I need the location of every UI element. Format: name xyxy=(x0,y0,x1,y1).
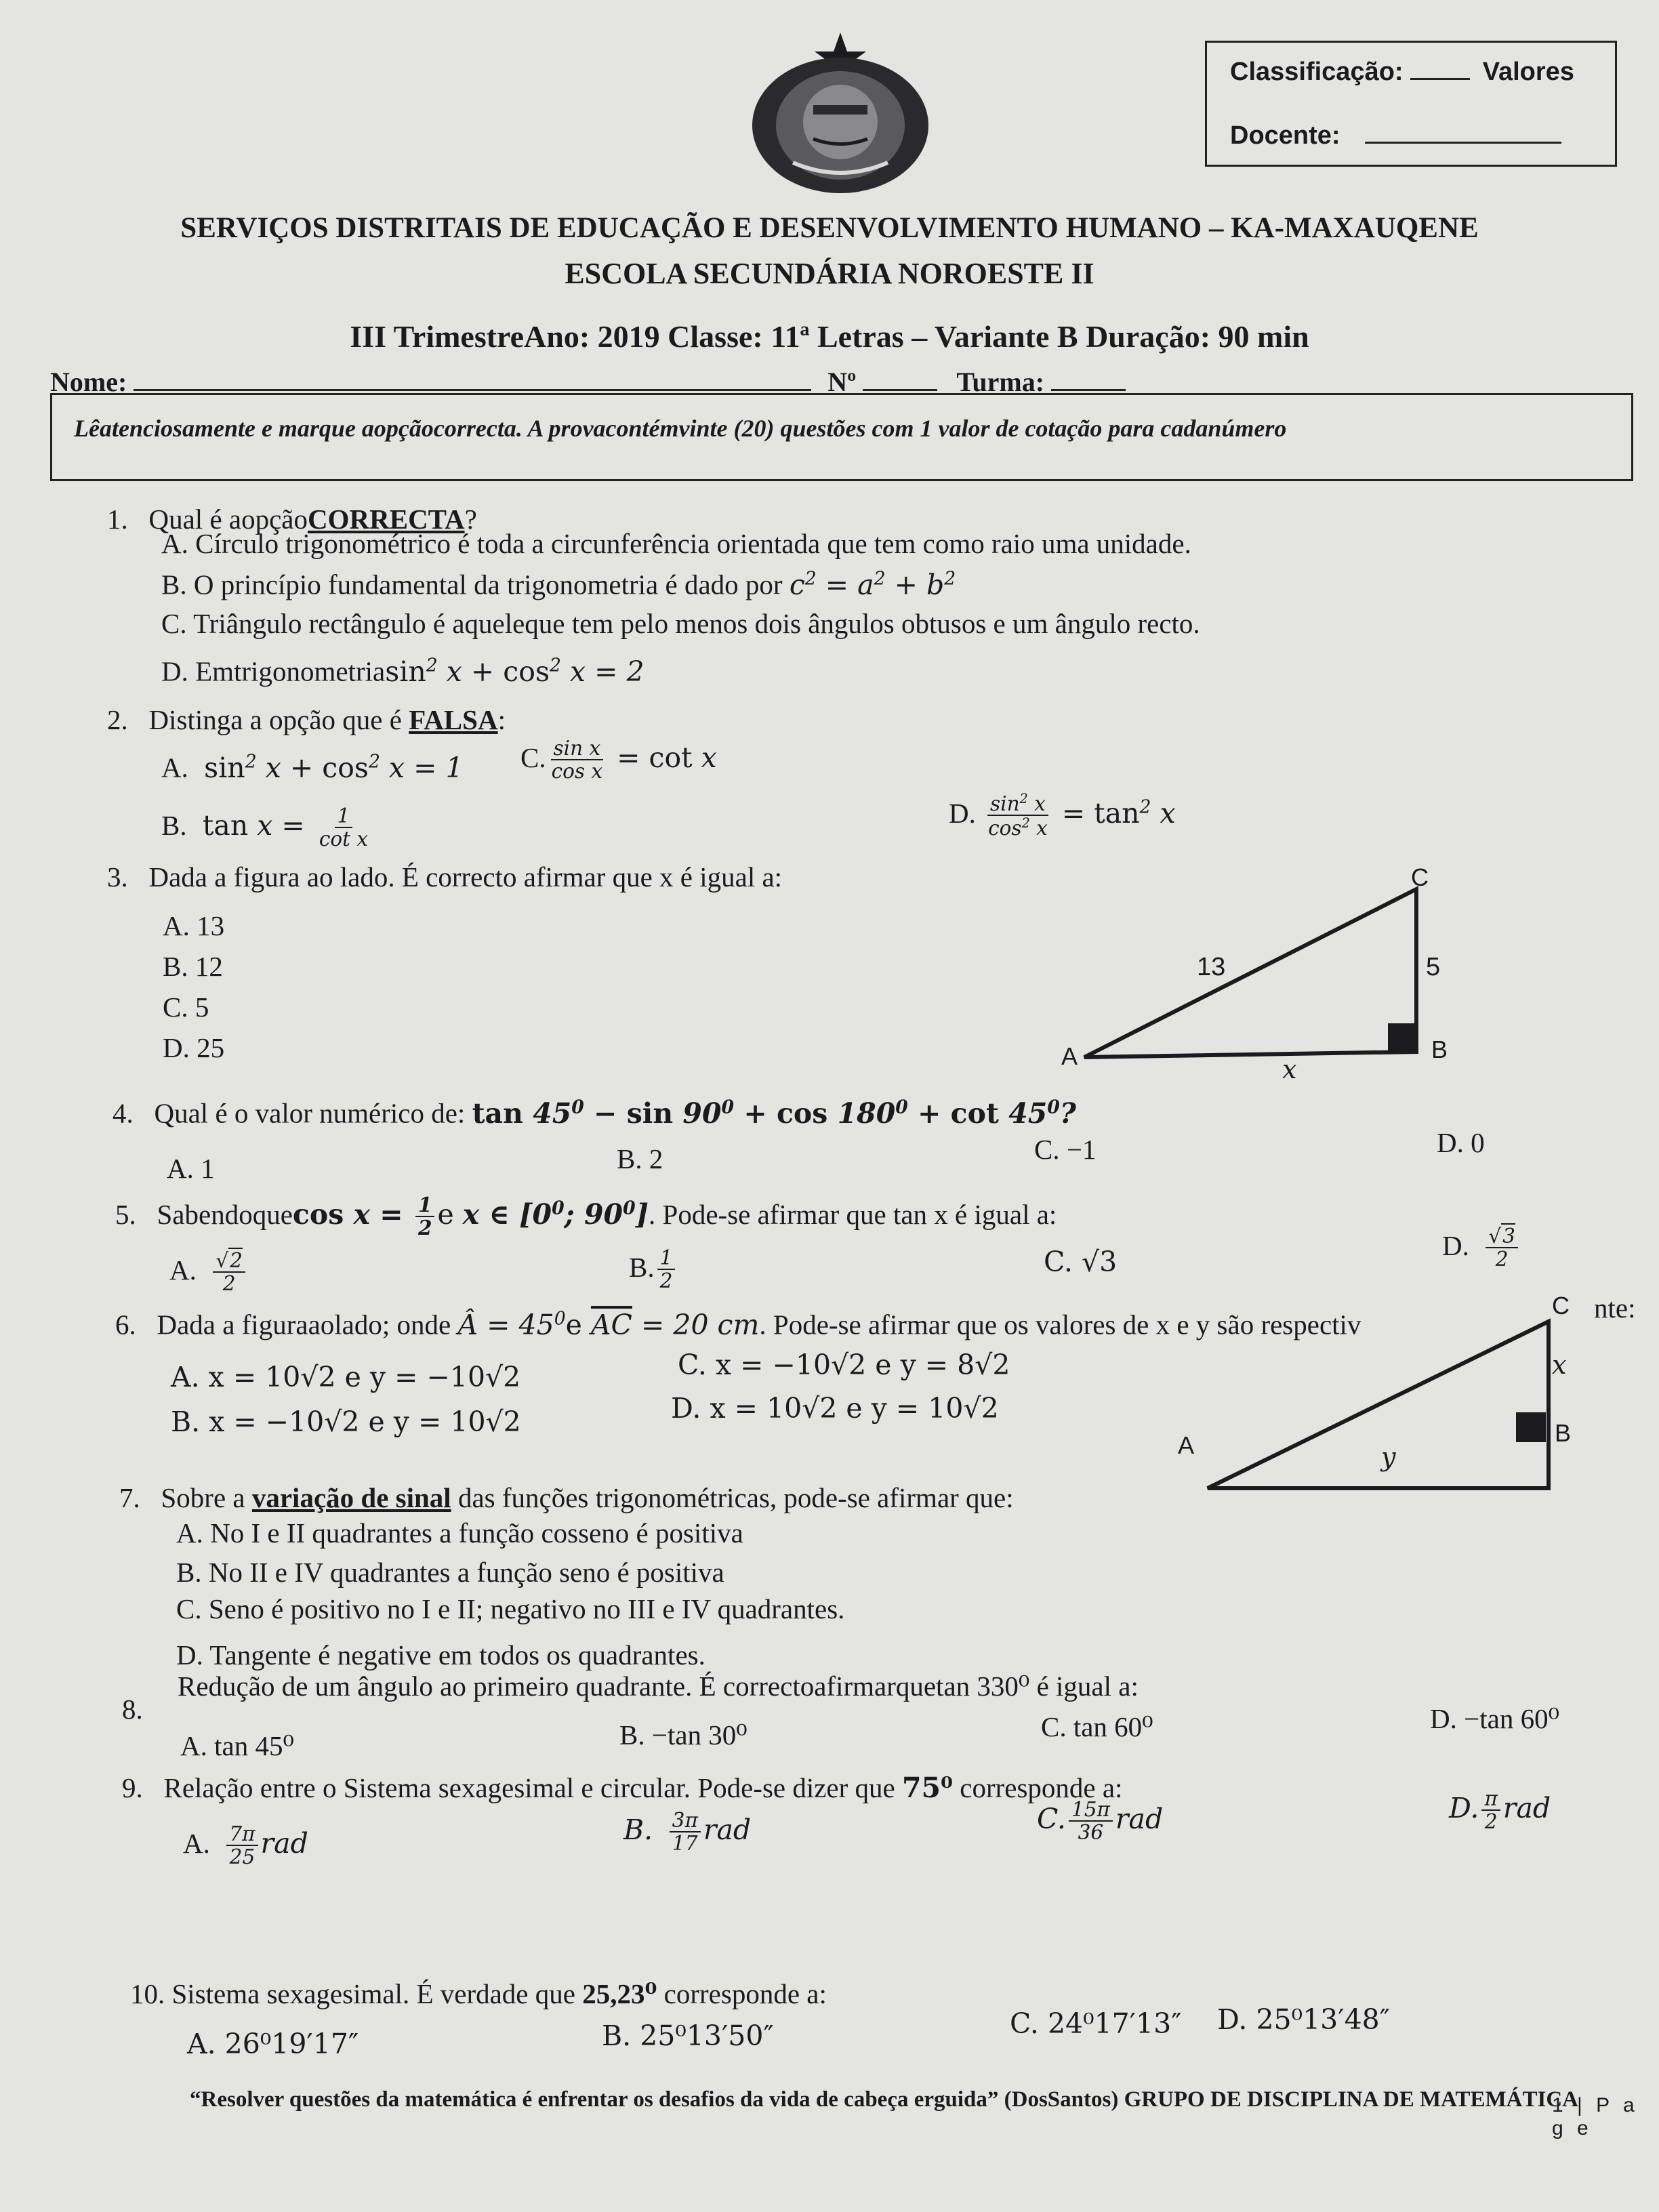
q1-emphasis: CORRECTA xyxy=(308,504,465,535)
q6-option-c[interactable]: C. x = −10√2 e y = 8√2 xyxy=(678,1349,1010,1381)
docente-label: Docente: xyxy=(1230,121,1340,150)
q9-value: 75⁰ xyxy=(901,1771,953,1804)
q6-base-label: y xyxy=(1381,1442,1396,1472)
national-emblem xyxy=(745,27,935,197)
q3-option-d[interactable]: D. 25 xyxy=(163,1032,225,1063)
q3-option-a[interactable]: A. 13 xyxy=(163,910,225,941)
q7-stem-end: das funções trigonométricas, pode-se afirmar que: xyxy=(457,1482,1014,1513)
turma-label: Turma: xyxy=(956,367,1045,397)
q5-option-d-value: $\frac{√3}{2}$ xyxy=(1483,1229,1521,1262)
numero-label: Nº xyxy=(827,367,857,397)
q6-option-b[interactable]: B. x = −10√2 e y = 10√2 xyxy=(171,1406,521,1438)
q6-stem-prefix: Dada a figuraaolado; onde xyxy=(157,1309,451,1340)
q9-option-d-value: $\frac{\pi}{2}$ rad xyxy=(1479,1792,1551,1824)
q3-triangle-figure xyxy=(1044,854,1464,1098)
q3-vertex-a: A xyxy=(1061,1042,1078,1070)
q10-number: 10. xyxy=(130,1978,165,2009)
q4-option-c[interactable]: C. −1 xyxy=(1034,1134,1097,1165)
q8-option-c[interactable]: C. tan 60⁰ xyxy=(1041,1711,1153,1742)
q6-vertex-b: B xyxy=(1555,1419,1572,1447)
classificacao-label: Classificação: xyxy=(1230,58,1404,86)
q4-option-d[interactable]: D. 0 xyxy=(1437,1127,1485,1158)
header-line-1: SERVIÇOS DISTRITAIS DE EDUCAÇÃO E DESENVOLVIMENTO HUMANO – KA-MAXAUQENE xyxy=(180,212,1479,244)
q5-stem-prefix: Sabendoque xyxy=(157,1198,293,1230)
q1-option-c[interactable]: C. Triângulo rectângulo é aqueleque tem pelo menos dois ângulos obtusos e um ângulo recto. xyxy=(161,608,1200,639)
page-number: 1 | P a g e xyxy=(1552,2094,1639,2139)
q5-option-b-value: $\frac{1}{2}$ xyxy=(655,1251,678,1284)
q8-option-d[interactable]: D. −tan 60⁰ xyxy=(1430,1703,1560,1734)
q3-option-c[interactable]: C. 5 xyxy=(163,991,209,1023)
q2-option-b[interactable] xyxy=(161,805,373,851)
q1-stem: Qual é aopção xyxy=(148,504,308,535)
q2-option-c[interactable] xyxy=(520,737,717,783)
q1-option-b-formula: $c^2 = a^2 + b^2$ xyxy=(789,568,956,601)
question-7 xyxy=(119,1481,1014,1514)
question-4 xyxy=(112,1097,1076,1130)
question-9 xyxy=(122,1771,1122,1804)
q5-condition: cos x = $\frac{1}{2}$ xyxy=(293,1198,438,1231)
q9-option-c-letter: C. xyxy=(1037,1802,1066,1835)
q4-stem: Qual é o valor numérico de: xyxy=(154,1097,466,1129)
q1-stem-end: ? xyxy=(464,504,477,535)
q6-stem-suffix: . Pode-se afirmar que os valores de x e y são respectiv xyxy=(759,1309,1361,1340)
question-5 xyxy=(115,1194,1057,1240)
q3-stem: Dada a figura ao lado. É correcto afirmar que x é igual a: xyxy=(148,861,783,893)
q9-option-b-value: $\frac{3\pi}{17}$ rad xyxy=(667,1814,751,1846)
q3-base-label: x xyxy=(1282,1054,1297,1084)
q6-vertex-a: A xyxy=(1178,1431,1195,1459)
q6-option-a[interactable]: A. x = 10√2 e y = −10√2 xyxy=(171,1361,521,1393)
q6-side-label: x xyxy=(1552,1350,1567,1380)
q9-option-d-letter: D. xyxy=(1449,1791,1479,1824)
q2-option-d[interactable] xyxy=(949,792,1176,840)
q9-number: 9. xyxy=(122,1772,143,1803)
q5-interval: e x ∈ [$0^0$; $90^0$] xyxy=(437,1197,649,1231)
q1-option-b[interactable] xyxy=(161,568,956,601)
q6-condition: Â = $45^0e$ $\overline{AC} = 20$ cm xyxy=(457,1308,760,1341)
q1-option-b-text: B. O princípio fundamental da trigonometria é dado por xyxy=(161,569,783,600)
q9-option-d-unit: rad xyxy=(1502,1791,1551,1824)
q5-option-a-value: $\frac{√2}{2}$ xyxy=(210,1254,248,1286)
q7-option-c[interactable]: C. Seno é positivo no I e II; negativo no III e IV quadrantes. xyxy=(176,1593,845,1624)
q2-emphasis: FALSA xyxy=(409,704,498,735)
q6-triangle-figure xyxy=(1166,1292,1586,1498)
nome-blank[interactable] xyxy=(134,389,811,391)
q7-number: 7. xyxy=(119,1482,140,1513)
q9-stem-prefix: Relação entre o Sistema sexagesimal e circular. Pode-se dizer que xyxy=(163,1772,895,1803)
q8-number: 8. xyxy=(122,1694,143,1725)
q1-option-d-formula: $\sin^2 x + \cos^2 x = 2$ xyxy=(385,655,644,688)
q7-option-d[interactable]: D. Tangente é negative em todos os quadrantes. xyxy=(176,1639,705,1671)
q5-option-a-letter: A. xyxy=(169,1254,197,1286)
q10-value: 25,23⁰ xyxy=(582,1978,657,2009)
q10-stem-prefix: Sistema sexagesimal. É verdade que xyxy=(171,1978,575,2009)
q9-option-b-unit: rad xyxy=(703,1813,752,1846)
q6-option-d[interactable]: D. x = 10√2 e y = 10√2 xyxy=(671,1392,999,1425)
q7-option-a[interactable]: A. No I e II quadrantes a função cosseno é positiva xyxy=(176,1517,743,1549)
footer-quote: “Resolver questões da matemática é enfrentar os desafios da vida de cabeça erguida” (DosSantos) GRUPO DE DISCIPLINA DE MATEMÁTICA xyxy=(190,2087,1579,2112)
q2-stem: Distinga a opção que é xyxy=(148,704,402,735)
q10-stem-suffix: corresponde a: xyxy=(663,1978,827,2009)
classification-box xyxy=(1205,41,1617,167)
q6-vertex-c: C xyxy=(1552,1292,1570,1319)
q8-option-a[interactable]: A. tan 45⁰ xyxy=(180,1730,294,1761)
q2-number: 2. xyxy=(107,704,128,735)
q1-option-a[interactable]: A. Círculo trigonométrico é toda a circunferência orientada que tem como raio uma unidade. xyxy=(161,528,1191,559)
q2-option-a[interactable] xyxy=(161,751,464,784)
docente-blank[interactable] xyxy=(1365,142,1561,144)
numero-blank[interactable] xyxy=(863,389,937,391)
q7-option-b[interactable]: B. No II e IV quadrantes a função seno é positiva xyxy=(176,1557,724,1588)
q6-number: 6. xyxy=(115,1309,136,1340)
question-8: Redução de um ângulo ao primeiro quadrante. É correctoafirmarquetan 330⁰ é igual a: xyxy=(178,1671,1139,1702)
q3-number: 3. xyxy=(107,861,128,893)
q5-option-d-letter: D. xyxy=(1442,1229,1469,1261)
q3-side-label: 5 xyxy=(1426,953,1441,981)
question-2 xyxy=(107,703,506,736)
q2-option-c-letter: C. xyxy=(520,741,546,773)
classificacao-unit: Valores xyxy=(1482,58,1574,86)
q9-option-a-letter: A. xyxy=(183,1827,210,1859)
q10-option-b[interactable]: B. 25⁰13′50″ xyxy=(602,2020,774,2052)
q5-option-a[interactable] xyxy=(169,1250,248,1295)
q9-option-a-unit: rad xyxy=(260,1826,308,1860)
instructions-box: Lêatenciosamente e marque aopçãocorrecta. A provacontémvinte (20) questões com 1 valor de cotação para cadanúmero xyxy=(50,393,1633,481)
q5-number: 5. xyxy=(115,1198,136,1230)
q2-option-a-letter: A. xyxy=(161,752,188,783)
q8-option-b[interactable]: B. −tan 30⁰ xyxy=(619,1719,747,1750)
q2-stem-end: : xyxy=(497,704,506,735)
q1-number: 1. xyxy=(107,504,128,535)
q9-option-b[interactable] xyxy=(623,1809,751,1855)
q9-option-c-value: $\frac{15\pi}{36}$ rad xyxy=(1066,1803,1163,1835)
turma-blank[interactable] xyxy=(1051,389,1126,391)
q9-option-a-value: $\frac{7\pi}{25}$ rad xyxy=(224,1827,308,1860)
q7-stem: Sobre a xyxy=(161,1482,245,1513)
q9-option-c[interactable] xyxy=(1037,1799,1163,1844)
q1-option-d-text: D. Emtrigonometria xyxy=(161,655,386,687)
q2-option-b-letter: B. xyxy=(161,809,187,841)
q2-option-a-formula: $\sin^2 x + \cos^2 x = 1$ xyxy=(204,751,464,784)
q5-option-d[interactable] xyxy=(1442,1225,1521,1271)
classificacao-blank[interactable] xyxy=(1410,78,1470,80)
q4-option-b[interactable]: B. 2 xyxy=(617,1143,663,1174)
q6-stem-tail: nte: xyxy=(1594,1292,1636,1324)
q2-option-d-formula: $\frac{\sin^2 x}{\cos^2 x}$ = $\tan^2 x$ xyxy=(988,791,1176,840)
q5-stem-suffix: . Pode-se afirmar que tan x é igual a: xyxy=(649,1198,1057,1230)
q10-option-d[interactable]: D. 25⁰13′48″ xyxy=(1217,2003,1391,2036)
q4-option-a[interactable]: A. 1 xyxy=(167,1153,215,1184)
q3-vertex-c: C xyxy=(1411,863,1429,891)
q9-option-d[interactable] xyxy=(1449,1788,1551,1833)
question-10 xyxy=(130,1978,827,2010)
q3-hypotenuse-label: 13 xyxy=(1197,953,1226,981)
q2-option-c-formula: $\frac{\text{sin x}}{\text{cos x}}$ = cot x xyxy=(551,737,717,783)
q5-option-b-letter: B. xyxy=(629,1251,655,1283)
q9-option-c-unit: rad xyxy=(1115,1802,1164,1835)
q2-option-d-letter: D. xyxy=(949,797,976,829)
q3-option-b[interactable]: B. 12 xyxy=(163,951,223,982)
q5-option-c[interactable]: C. √3 xyxy=(1044,1246,1118,1278)
q10-option-c[interactable]: C. 24⁰17′13″ xyxy=(1010,2007,1182,2040)
header-line-3: III TrimestreAno: 2019 Classe: 11ª Letras – Variante B Duração: 90 min xyxy=(350,319,1309,354)
q7-emphasis: variação de sinal xyxy=(251,1482,451,1513)
header-line-2: ESCOLA SECUNDÁRIA NOROESTE II xyxy=(565,257,1094,290)
question-3 xyxy=(107,861,782,893)
q9-option-a[interactable] xyxy=(183,1823,308,1868)
q5-option-b[interactable] xyxy=(629,1247,678,1292)
q4-expression: $\tan 45^0 - \sin 90^0 + \cos 180^0 + \cot 45^0$? xyxy=(472,1097,1076,1130)
nome-label: Nome: xyxy=(50,367,127,397)
q2-option-b-formula: tan x = $\frac{1}{\text{cot x}}$ xyxy=(202,804,369,851)
q4-number: 4. xyxy=(112,1097,134,1129)
q3-vertex-b: B xyxy=(1431,1036,1448,1063)
q9-option-b-letter: B. xyxy=(623,1813,653,1846)
q1-option-d[interactable] xyxy=(161,655,644,688)
q10-option-a[interactable]: A. 26⁰19′17″ xyxy=(187,2028,359,2060)
q9-stem-suffix: corresponde a: xyxy=(960,1772,1123,1803)
